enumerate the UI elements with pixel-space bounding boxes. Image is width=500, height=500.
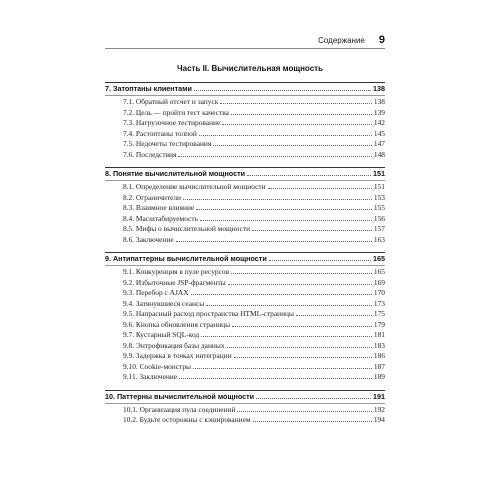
toc-section-entry bbox=[105, 139, 385, 150]
section-title: 7.2. Цель — пройти тест качества bbox=[123, 107, 229, 117]
toc-section-entry bbox=[105, 129, 385, 140]
chapter-rule-bottom bbox=[105, 265, 385, 266]
toc-section-entry bbox=[105, 224, 385, 235]
section-page: 142 bbox=[373, 118, 385, 127]
section-page: 156 bbox=[373, 213, 385, 223]
section-title: 9.11. Заключение bbox=[123, 372, 178, 381]
section-page: 192 bbox=[373, 404, 385, 414]
toc-section-entry bbox=[105, 203, 385, 214]
header-section-title: Содержание bbox=[318, 36, 365, 45]
section-page: 155 bbox=[373, 203, 385, 212]
section-page: 145 bbox=[373, 128, 385, 138]
toc-section-entry bbox=[105, 372, 385, 383]
leader-dots bbox=[296, 315, 372, 316]
leader-dots bbox=[231, 273, 372, 274]
chapter-page: 165 bbox=[373, 254, 385, 263]
header-rule bbox=[105, 48, 385, 49]
section-title: 8.2. Ограничители bbox=[123, 192, 182, 202]
leader-dots bbox=[213, 145, 372, 146]
chapter-rule-bottom bbox=[105, 180, 385, 181]
section-title: 8.1. Определение вычислительной мощности bbox=[123, 182, 266, 191]
leader-dots bbox=[234, 357, 372, 358]
toc-chapter-entry bbox=[105, 168, 385, 179]
chapter-spacer bbox=[105, 160, 385, 167]
leader-dots bbox=[206, 305, 372, 306]
section-title: 9.9. Задержка в точках интеграции bbox=[123, 351, 232, 360]
section-page: 147 bbox=[373, 139, 385, 148]
leader-dots bbox=[183, 199, 372, 200]
section-page: 187 bbox=[373, 361, 385, 371]
toc-section-entry bbox=[105, 415, 385, 426]
section-title: 10.1. Организация пула соединений bbox=[123, 404, 236, 414]
toc-section-entry bbox=[105, 235, 385, 246]
section-page: 151 bbox=[373, 182, 385, 191]
leader-dots bbox=[252, 230, 372, 231]
chapter-page: 191 bbox=[373, 391, 385, 401]
toc-section-entry bbox=[105, 267, 385, 278]
section-title: 8.5. Мифы о вычислительной мощности bbox=[123, 224, 251, 233]
toc-section-entry bbox=[105, 118, 385, 129]
toc-chapter bbox=[105, 167, 385, 252]
section-title: 7.3. Нагрузочное тестирование bbox=[123, 118, 221, 127]
chapter-page: 151 bbox=[373, 169, 385, 178]
toc-section-entry bbox=[105, 351, 385, 362]
section-title: 9.2. Избыточные JSP-фрагменты bbox=[123, 277, 226, 287]
toc-section-entry bbox=[105, 405, 385, 416]
toc-chapter bbox=[105, 82, 385, 167]
leader-dots bbox=[194, 90, 371, 91]
section-title: 9.6. Кнопка обновления страницы bbox=[123, 319, 231, 329]
toc-section-entry bbox=[105, 362, 385, 373]
section-page: 139 bbox=[373, 107, 385, 117]
toc-section-entry bbox=[105, 150, 385, 161]
section-page: 179 bbox=[373, 319, 385, 329]
toc-chapter-entry bbox=[105, 253, 385, 264]
section-page: 157 bbox=[373, 224, 385, 233]
section-title: 9.1. Конкуренция в пуле ресурсов bbox=[123, 267, 230, 276]
running-header bbox=[318, 34, 385, 46]
leader-dots bbox=[176, 241, 372, 242]
toc-section-entry bbox=[105, 97, 385, 108]
section-title: 8.6. Заключение bbox=[123, 234, 174, 244]
toc-section-entry bbox=[105, 299, 385, 310]
header-page-number: 9 bbox=[378, 34, 385, 46]
section-page: 138 bbox=[373, 97, 385, 106]
toc-section-entry bbox=[105, 309, 385, 320]
section-title: 7.4. Растоптаны толпой bbox=[123, 128, 197, 138]
chapter-title: 9. Антипаттерны вычислительной мощности bbox=[105, 254, 267, 263]
leader-dots bbox=[268, 188, 372, 189]
section-title: 7.1. Обратный отсчет и запуск bbox=[123, 97, 219, 106]
section-title: 9.5. Напрасный расход пространства HTML-страницы bbox=[123, 309, 294, 318]
section-page: 169 bbox=[373, 277, 385, 287]
leader-dots bbox=[179, 378, 372, 379]
chapter-title: 7. Затоптаны клиентами bbox=[105, 84, 192, 93]
leader-dots bbox=[193, 368, 372, 369]
section-title: 9.8. Энтрофикация базы данных bbox=[123, 340, 225, 350]
leader-dots bbox=[237, 411, 371, 412]
leader-dots bbox=[178, 156, 371, 157]
chapter-rule-bottom bbox=[105, 95, 385, 96]
toc-section-entry bbox=[105, 182, 385, 193]
section-title: 8.4. Масштабируемость bbox=[123, 213, 198, 223]
section-page: 181 bbox=[373, 330, 385, 339]
toc-chapter-entry bbox=[105, 391, 385, 402]
toc-section-entry bbox=[105, 108, 385, 119]
leader-dots bbox=[247, 175, 371, 176]
leader-dots bbox=[191, 294, 372, 295]
leader-dots bbox=[220, 103, 372, 104]
section-title: 8.3. Взаимное влияние bbox=[123, 203, 195, 212]
part-title: Часть II. Вычислительная мощность bbox=[177, 64, 323, 73]
section-title: 9.4. Затянувшиеся сеансы bbox=[123, 298, 205, 308]
leader-dots bbox=[253, 421, 372, 422]
toc-section-entry bbox=[105, 320, 385, 331]
toc-section-entry bbox=[105, 330, 385, 341]
toc-section-entry bbox=[105, 214, 385, 225]
section-page: 165 bbox=[373, 267, 385, 276]
chapter-page: 138 bbox=[373, 84, 385, 93]
section-title: 10.2. Будьте осторожны с кэшированием bbox=[123, 415, 251, 424]
toc-section-entry bbox=[105, 193, 385, 204]
chapter-spacer bbox=[105, 245, 385, 252]
leader-dots bbox=[231, 114, 372, 115]
leader-dots bbox=[256, 398, 371, 399]
toc-chapter-entry bbox=[105, 83, 385, 94]
section-page: 163 bbox=[373, 234, 385, 244]
leader-dots bbox=[269, 260, 371, 261]
section-page: 194 bbox=[373, 415, 385, 424]
section-page: 186 bbox=[373, 351, 385, 360]
chapter-spacer bbox=[105, 383, 385, 390]
leader-dots bbox=[222, 124, 372, 125]
leader-dots bbox=[228, 284, 372, 285]
section-title: 9.7. Кустарный SQL-код bbox=[123, 330, 200, 339]
section-page: 183 bbox=[373, 340, 385, 350]
chapter-rule-bottom bbox=[105, 403, 385, 404]
toc-section-entry bbox=[105, 341, 385, 352]
toc-chapter bbox=[105, 390, 385, 426]
leader-dots bbox=[199, 135, 372, 136]
leader-dots bbox=[201, 336, 372, 337]
toc-chapter bbox=[105, 252, 385, 390]
section-title: 9.3. Перебор с AJAX bbox=[123, 288, 189, 297]
section-page: 175 bbox=[373, 309, 385, 318]
section-page: 173 bbox=[373, 298, 385, 308]
section-title: 9.10. Cookie-монстры bbox=[123, 361, 192, 371]
section-page: 170 bbox=[373, 288, 385, 297]
section-page: 153 bbox=[373, 192, 385, 202]
chapter-title: 8. Понятие вычислительной мощности bbox=[105, 169, 246, 178]
leader-dots bbox=[196, 209, 372, 210]
leader-dots bbox=[227, 347, 372, 348]
section-title: 7.5. Недочеты тестирования bbox=[123, 139, 212, 148]
section-page: 148 bbox=[373, 149, 385, 159]
section-title: 7.6. Последствия bbox=[123, 149, 177, 159]
section-page: 189 bbox=[373, 372, 385, 381]
toc-section-entry bbox=[105, 278, 385, 289]
chapter-title: 10. Паттерны вычислительной мощности bbox=[105, 391, 255, 401]
toc-section-entry bbox=[105, 288, 385, 299]
table-of-contents bbox=[105, 82, 385, 426]
leader-dots bbox=[200, 220, 372, 221]
leader-dots bbox=[232, 326, 372, 327]
